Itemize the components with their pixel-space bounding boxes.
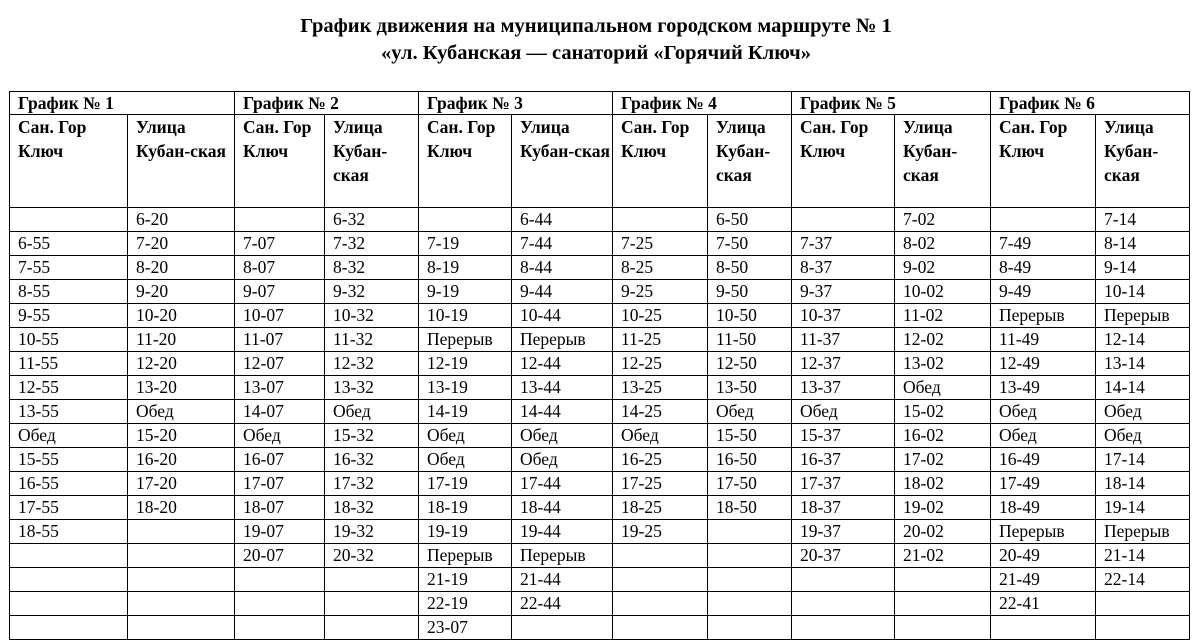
table-cell: [128, 616, 235, 640]
table-cell: 13-19: [419, 376, 512, 400]
table-cell: 18-07: [235, 496, 325, 520]
table-cell: 16-02: [895, 424, 991, 448]
table-row: [10, 496, 1190, 520]
table-row: [10, 232, 1190, 256]
table-cell: [708, 592, 792, 616]
table-cell: [1096, 592, 1190, 616]
table-cell: 8-07: [235, 256, 325, 280]
table-cell: 8-50: [708, 256, 792, 280]
table-cell: 10-02: [895, 280, 991, 304]
table-cell: 8-02: [895, 232, 991, 256]
table-cell: 18-55: [10, 520, 128, 544]
table-cell: 20-37: [792, 544, 895, 568]
table-cell: 19-02: [895, 496, 991, 520]
table-cell: 9-32: [325, 280, 419, 304]
table-cell: 7-02: [895, 208, 991, 232]
table-cell: 19-37: [792, 520, 895, 544]
table-cell: Обед: [1096, 424, 1190, 448]
table-cell: 22-14: [1096, 568, 1190, 592]
table-cell: 16-37: [792, 448, 895, 472]
column-header-kubanskaya: Улица Кубан-ская: [512, 115, 613, 208]
table-cell: 16-32: [325, 448, 419, 472]
table-cell: 18-37: [792, 496, 895, 520]
column-header-sanatorium: Сан. Гор Ключ: [613, 115, 708, 208]
table-cell: 9-19: [419, 280, 512, 304]
table-cell: [613, 568, 708, 592]
table-row: [10, 424, 1190, 448]
table-cell: 12-37: [792, 352, 895, 376]
table-cell: 20-32: [325, 544, 419, 568]
table-row: [10, 328, 1190, 352]
table-row: [10, 400, 1190, 424]
table-cell: Обед: [419, 448, 512, 472]
table-cell: 12-20: [128, 352, 235, 376]
table-cell: 11-55: [10, 352, 128, 376]
table-cell: 18-44: [512, 496, 613, 520]
table-cell: [512, 616, 613, 640]
table-cell: [895, 592, 991, 616]
table-cell: 15-50: [708, 424, 792, 448]
table-cell: [128, 544, 235, 568]
table-cell: 11-20: [128, 328, 235, 352]
table-cell: 16-50: [708, 448, 792, 472]
table-cell: 17-25: [613, 472, 708, 496]
table-cell: 10-50: [708, 304, 792, 328]
table-cell: 8-20: [128, 256, 235, 280]
schedule-body: [10, 208, 1190, 640]
table-cell: 7-25: [613, 232, 708, 256]
table-cell: 19-07: [235, 520, 325, 544]
table-cell: 13-14: [1096, 352, 1190, 376]
table-cell: 17-44: [512, 472, 613, 496]
table-cell: 7-55: [10, 256, 128, 280]
table-cell: 17-50: [708, 472, 792, 496]
column-header-kubanskaya: Улица Кубан-ская: [895, 115, 991, 208]
table-cell: 13-25: [613, 376, 708, 400]
column-header-kubanskaya: Улица Кубан-ская: [708, 115, 792, 208]
table-cell: [792, 592, 895, 616]
table-row: [10, 304, 1190, 328]
column-header-sanatorium: Сан. Гор Ключ: [419, 115, 512, 208]
table-cell: 9-14: [1096, 256, 1190, 280]
table-cell: 7-32: [325, 232, 419, 256]
table-cell: [792, 568, 895, 592]
table-row: [10, 592, 1190, 616]
table-cell: 8-44: [512, 256, 613, 280]
schedule-group-header: График № 2: [235, 92, 419, 115]
table-cell: 14-07: [235, 400, 325, 424]
schedule-column-header-row: [10, 115, 1190, 208]
table-cell: [325, 568, 419, 592]
table-cell: [792, 208, 895, 232]
table-row: [10, 544, 1190, 568]
table-cell: 8-37: [792, 256, 895, 280]
table-cell: 13-44: [512, 376, 613, 400]
table-cell: 12-50: [708, 352, 792, 376]
table-cell: 9-50: [708, 280, 792, 304]
title-line-2: «ул. Кубанская — санаторий «Горячий Ключ»: [380, 42, 811, 64]
table-cell: 12-14: [1096, 328, 1190, 352]
table-cell: 7-37: [792, 232, 895, 256]
table-cell: 21-49: [991, 568, 1096, 592]
table-cell: 16-55: [10, 472, 128, 496]
table-cell: 8-32: [325, 256, 419, 280]
table-cell: 16-20: [128, 448, 235, 472]
table-cell: [613, 208, 708, 232]
table-cell: [1096, 616, 1190, 640]
table-cell: 7-50: [708, 232, 792, 256]
table-cell: [991, 208, 1096, 232]
table-cell: 10-44: [512, 304, 613, 328]
table-cell: Перерыв: [512, 544, 613, 568]
table-cell: 14-14: [1096, 376, 1190, 400]
table-cell: [613, 544, 708, 568]
table-cell: Обед: [613, 424, 708, 448]
table-cell: 19-25: [613, 520, 708, 544]
table-row: [10, 208, 1190, 232]
column-header-kubanskaya: Улица Кубан-ская: [325, 115, 419, 208]
table-cell: Обед: [792, 400, 895, 424]
table-cell: 12-32: [325, 352, 419, 376]
table-cell: 18-20: [128, 496, 235, 520]
table-cell: 15-32: [325, 424, 419, 448]
table-cell: 10-55: [10, 328, 128, 352]
table-cell: [792, 616, 895, 640]
table-cell: 11-02: [895, 304, 991, 328]
table-cell: 18-25: [613, 496, 708, 520]
table-cell: Обед: [235, 424, 325, 448]
table-cell: [895, 568, 991, 592]
table-cell: 9-07: [235, 280, 325, 304]
table-cell: [325, 616, 419, 640]
table-cell: [10, 592, 128, 616]
table-cell: 7-07: [235, 232, 325, 256]
table-cell: [235, 592, 325, 616]
table-cell: 12-49: [991, 352, 1096, 376]
table-cell: 10-32: [325, 304, 419, 328]
table-cell: 22-44: [512, 592, 613, 616]
schedule-table: [9, 91, 1190, 640]
table-row: [10, 256, 1190, 280]
table-cell: 9-37: [792, 280, 895, 304]
table-cell: 6-44: [512, 208, 613, 232]
table-cell: 16-07: [235, 448, 325, 472]
table-cell: 12-44: [512, 352, 613, 376]
table-cell: 6-20: [128, 208, 235, 232]
table-row: [10, 520, 1190, 544]
table-cell: 9-49: [991, 280, 1096, 304]
table-cell: Обед: [512, 424, 613, 448]
table-cell: 21-02: [895, 544, 991, 568]
table-cell: [10, 568, 128, 592]
table-cell: 18-14: [1096, 472, 1190, 496]
table-cell: [235, 616, 325, 640]
table-cell: Обед: [325, 400, 419, 424]
table-cell: [235, 208, 325, 232]
table-cell: 11-25: [613, 328, 708, 352]
column-header-kubanskaya: Улица Кубан-ская: [128, 115, 235, 208]
table-cell: 22-19: [419, 592, 512, 616]
table-cell: 12-25: [613, 352, 708, 376]
schedule-group-header: График № 4: [613, 92, 792, 115]
table-cell: 7-44: [512, 232, 613, 256]
table-cell: 20-02: [895, 520, 991, 544]
table-cell: 8-14: [1096, 232, 1190, 256]
table-cell: 23-07: [419, 616, 512, 640]
table-cell: [128, 520, 235, 544]
table-cell: Обед: [1096, 400, 1190, 424]
table-cell: 17-02: [895, 448, 991, 472]
table-cell: Обед: [10, 424, 128, 448]
table-cell: 8-49: [991, 256, 1096, 280]
table-cell: 9-44: [512, 280, 613, 304]
table-cell: 17-37: [792, 472, 895, 496]
table-cell: 11-50: [708, 328, 792, 352]
table-cell: 11-49: [991, 328, 1096, 352]
table-cell: [10, 544, 128, 568]
table-cell: [10, 616, 128, 640]
table-cell: 17-14: [1096, 448, 1190, 472]
table-cell: 14-19: [419, 400, 512, 424]
table-cell: 13-50: [708, 376, 792, 400]
column-header-sanatorium: Сан. Гор Ключ: [235, 115, 325, 208]
table-cell: 19-19: [419, 520, 512, 544]
table-cell: 13-37: [792, 376, 895, 400]
table-cell: 14-44: [512, 400, 613, 424]
table-cell: 10-14: [1096, 280, 1190, 304]
table-cell: 7-19: [419, 232, 512, 256]
table-cell: 19-32: [325, 520, 419, 544]
table-cell: [128, 592, 235, 616]
table-cell: [10, 208, 128, 232]
table-cell: 15-02: [895, 400, 991, 424]
table-cell: 6-55: [10, 232, 128, 256]
column-header-kubanskaya: Улица Кубан-ская: [1096, 115, 1190, 208]
document-title: [0, 13, 1192, 67]
table-cell: Перерыв: [419, 544, 512, 568]
table-cell: 12-02: [895, 328, 991, 352]
table-row: [10, 616, 1190, 640]
table-cell: 11-32: [325, 328, 419, 352]
table-cell: 18-32: [325, 496, 419, 520]
schedule-group-header-row: [10, 92, 1190, 115]
table-cell: Обед: [895, 376, 991, 400]
table-cell: 10-19: [419, 304, 512, 328]
table-cell: 12-19: [419, 352, 512, 376]
table-cell: Перерыв: [1096, 304, 1190, 328]
table-cell: 13-20: [128, 376, 235, 400]
table-cell: [613, 592, 708, 616]
table-cell: [128, 568, 235, 592]
table-cell: 13-32: [325, 376, 419, 400]
table-cell: Обед: [991, 424, 1096, 448]
table-cell: 13-55: [10, 400, 128, 424]
table-cell: 15-37: [792, 424, 895, 448]
table-cell: 16-25: [613, 448, 708, 472]
table-cell: 10-20: [128, 304, 235, 328]
schedule-group-header: График № 6: [991, 92, 1190, 115]
table-cell: 7-49: [991, 232, 1096, 256]
table-cell: [613, 616, 708, 640]
table-cell: [708, 568, 792, 592]
schedule-group-header: График № 1: [10, 92, 235, 115]
table-row: [10, 568, 1190, 592]
table-cell: 12-07: [235, 352, 325, 376]
table-cell: 17-20: [128, 472, 235, 496]
table-cell: [708, 616, 792, 640]
table-row: [10, 448, 1190, 472]
table-cell: 20-49: [991, 544, 1096, 568]
table-cell: 7-14: [1096, 208, 1190, 232]
table-cell: 7-20: [128, 232, 235, 256]
table-cell: Обед: [708, 400, 792, 424]
table-cell: 19-44: [512, 520, 613, 544]
table-cell: Перерыв: [1096, 520, 1190, 544]
table-cell: 21-44: [512, 568, 613, 592]
table-cell: 8-19: [419, 256, 512, 280]
title-line-1: График движения на муниципальном городском маршруте № 1: [300, 15, 892, 37]
table-cell: 9-20: [128, 280, 235, 304]
table-cell: 10-37: [792, 304, 895, 328]
table-cell: Обед: [419, 424, 512, 448]
table-cell: 21-19: [419, 568, 512, 592]
table-cell: Обед: [512, 448, 613, 472]
table-cell: [708, 520, 792, 544]
table-row: [10, 376, 1190, 400]
table-cell: [419, 208, 512, 232]
column-header-sanatorium: Сан. Гор Ключ: [792, 115, 895, 208]
table-cell: 6-50: [708, 208, 792, 232]
table-cell: 8-55: [10, 280, 128, 304]
schedule-group-header: График № 3: [419, 92, 613, 115]
table-cell: [235, 568, 325, 592]
column-header-sanatorium: Сан. Гор Ключ: [10, 115, 128, 208]
table-cell: Обед: [128, 400, 235, 424]
table-cell: 10-25: [613, 304, 708, 328]
table-cell: 18-50: [708, 496, 792, 520]
table-cell: 17-49: [991, 472, 1096, 496]
table-cell: 17-32: [325, 472, 419, 496]
table-cell: 18-02: [895, 472, 991, 496]
table-cell: 19-14: [1096, 496, 1190, 520]
table-row: [10, 472, 1190, 496]
table-cell: Перерыв: [512, 328, 613, 352]
table-cell: 13-07: [235, 376, 325, 400]
table-cell: 22-41: [991, 592, 1096, 616]
table-cell: 21-14: [1096, 544, 1190, 568]
table-cell: 9-02: [895, 256, 991, 280]
table-cell: Перерыв: [419, 328, 512, 352]
table-cell: 17-19: [419, 472, 512, 496]
table-cell: 20-07: [235, 544, 325, 568]
table-cell: [325, 592, 419, 616]
table-cell: 6-32: [325, 208, 419, 232]
table-cell: 10-07: [235, 304, 325, 328]
table-cell: 9-25: [613, 280, 708, 304]
table-row: [10, 352, 1190, 376]
table-cell: [895, 616, 991, 640]
table-cell: 13-49: [991, 376, 1096, 400]
table-cell: 12-55: [10, 376, 128, 400]
table-cell: 15-55: [10, 448, 128, 472]
table-cell: 14-25: [613, 400, 708, 424]
table-cell: Перерыв: [991, 520, 1096, 544]
table-cell: 17-55: [10, 496, 128, 520]
table-cell: [991, 616, 1096, 640]
table-cell: Обед: [991, 400, 1096, 424]
column-header-sanatorium: Сан. Гор Ключ: [991, 115, 1096, 208]
table-cell: 18-49: [991, 496, 1096, 520]
table-cell: 17-07: [235, 472, 325, 496]
table-cell: 11-07: [235, 328, 325, 352]
table-cell: 15-20: [128, 424, 235, 448]
table-cell: [708, 544, 792, 568]
table-row: [10, 280, 1190, 304]
table-cell: 11-37: [792, 328, 895, 352]
table-cell: 16-49: [991, 448, 1096, 472]
table-cell: 8-25: [613, 256, 708, 280]
schedule-group-header: График № 5: [792, 92, 991, 115]
table-cell: Перерыв: [991, 304, 1096, 328]
table-cell: 9-55: [10, 304, 128, 328]
table-cell: 13-02: [895, 352, 991, 376]
table-cell: 18-19: [419, 496, 512, 520]
